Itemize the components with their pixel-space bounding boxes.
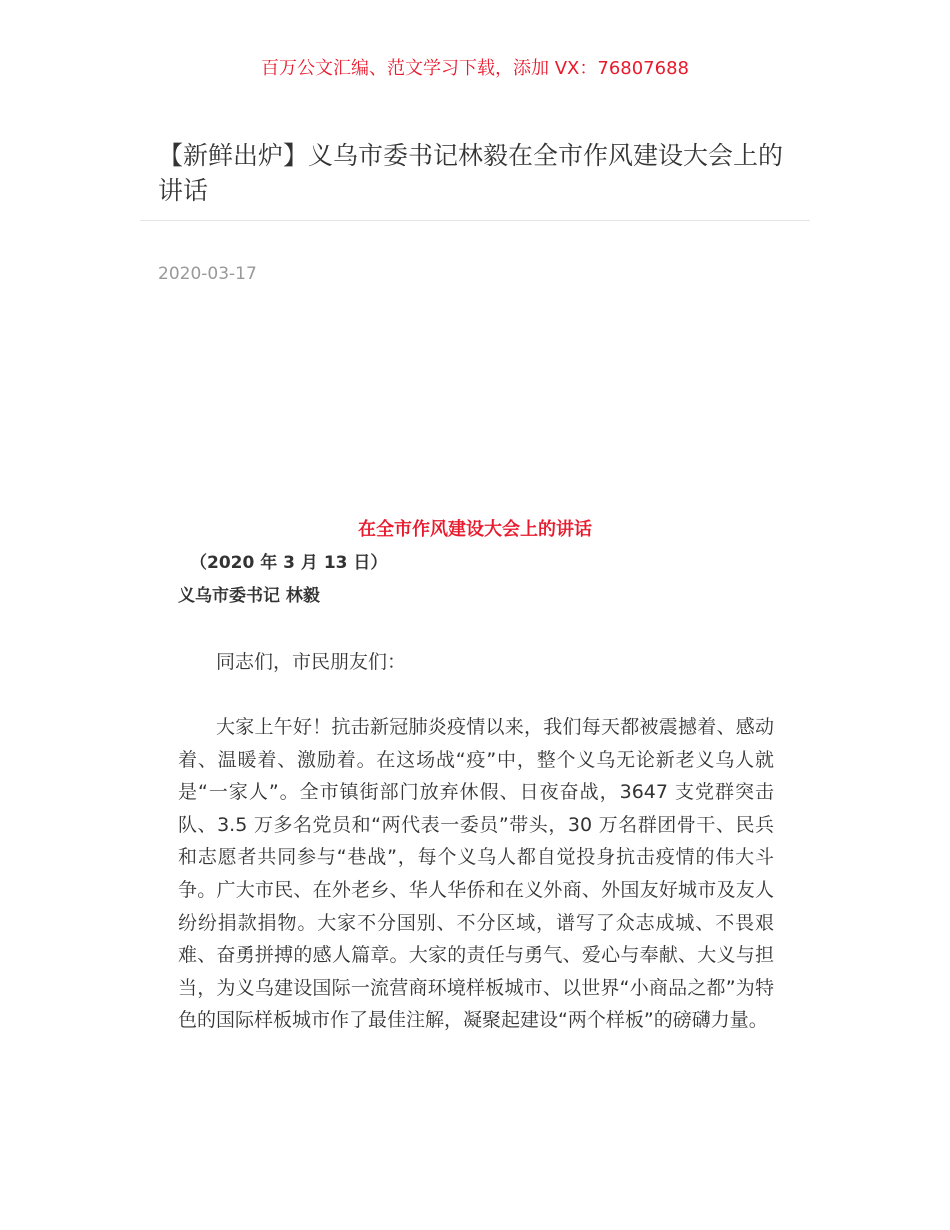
publish-date: 2020-03-17 [158,264,257,284]
salutation: 同志们，市民朋友们： [216,651,407,673]
title-divider [140,220,810,221]
article-title: 【新鲜出炉】义乌市委书记林毅在全市作风建设大会上的讲话 [158,141,784,205]
speech-date: （2020 年 3 月 13 日） [190,553,388,573]
speaker-line: 义乌市委书记 林毅 [178,586,320,606]
promo-banner: 百万公文汇编、范文学习下载，添加 VX：76807688 [261,58,689,79]
body-paragraph: 大家上午好！抗击新冠肺炎疫情以来，我们每天都被震撼着、感动着、温暖着、激励着。在这场战“疫”中，整个义乌无论新老义乌人就是“一家人”。全市镇街部门放弃休假、日夜奋战，3647 支党群突击队、3.5 万多名党员和“两代表一委员”带头，30 万名群团骨干、民兵和志愿者共同参与“巷战”，每个义乌人都自觉投身抗击疫情的伟大斗争。广大市民、在外老乡、华人华侨和在义外商、外国友好城市及友人纷纷捐款捐物。大家不分国别、不分区域，谱写了众志成城、不畏艰难、奋勇拼搏的感人篇章。大家的责任与勇气、爱心与奉献、大义与担当，为义乌建设国际一流营商环境样板城市、以世界“小商品之都”为特色的国际样板城市作了最佳注解，凝聚起建设“两个样板”的磅礴力量。 [178,716,774,1032]
speech-title: 在全市作风建设大会上的讲话 [358,519,592,540]
